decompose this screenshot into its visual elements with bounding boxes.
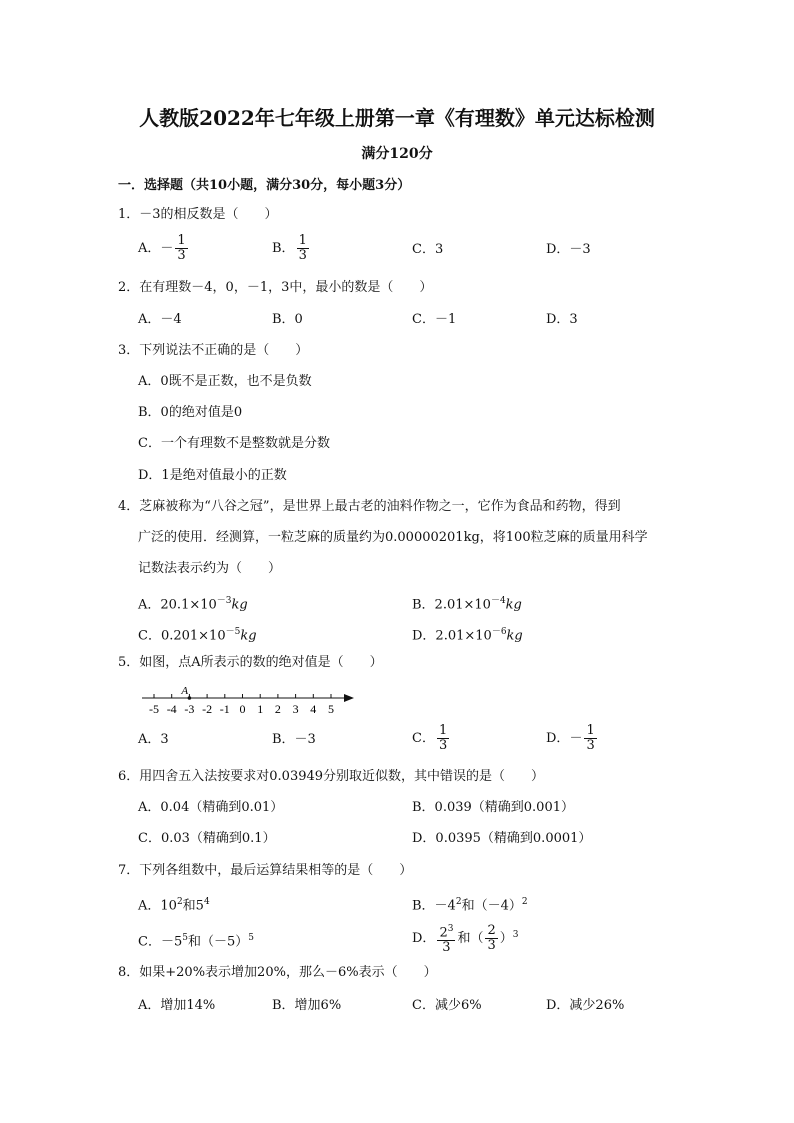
question-8-option-c: C．减少6%: [412, 998, 482, 1013]
minus-sign: －: [569, 730, 583, 746]
question-6-option-b: B．0.039（精确到0.001）: [412, 800, 574, 815]
question-2-option-b: B．0: [272, 312, 303, 327]
option-label: A．: [138, 241, 161, 256]
question-4-stem-line-3: 记数法表示约为（ ）: [138, 561, 282, 576]
full-score: 满分120分: [361, 146, 433, 162]
question-5-option-a: A．3: [138, 732, 169, 747]
exponent: 3: [512, 929, 519, 940]
option-label: D．: [546, 731, 570, 746]
option-text: 和（: [457, 931, 484, 947]
question-1-option-c: C．3: [412, 242, 444, 257]
question-6-option-d: D．0.0395（精确到0.0001）: [412, 831, 592, 846]
numerator: 1: [177, 233, 186, 248]
option-text: C．0.201×10: [138, 628, 226, 644]
number-line-tick-label: -5: [149, 702, 159, 716]
numerator: [437, 922, 455, 941]
option-text: A．10: [138, 898, 177, 914]
question-5-option-d: [546, 724, 599, 753]
question-7-option-a: [138, 894, 210, 914]
unit: kg: [231, 597, 248, 613]
number-line-tick-label: -1: [219, 702, 230, 716]
section-heading: 一．选择题（共10小题，满分30分，每小题3分）: [118, 178, 411, 193]
option-text: D．2.01×10: [412, 628, 492, 644]
numerator: 1: [298, 233, 307, 248]
question-4-option-b: [412, 593, 522, 613]
option-text: C．－5: [138, 934, 183, 950]
exponent: 3: [447, 924, 454, 934]
number-line-figure: [0, 680, 400, 720]
question-6-stem: 6．用四舍五入法按要求对0.03949分别取近似数，其中错误的是（ ）: [118, 769, 545, 784]
unit: kg: [240, 628, 257, 644]
question-6-option-c: C．0.03（精确到0.1）: [138, 831, 276, 846]
number-line-tick-label: 0: [239, 702, 246, 716]
document-title: 人教版2022年七年级上册第一章《有理数》单元达标检测: [139, 106, 655, 130]
exponent: －4: [490, 596, 506, 606]
question-1-option-d: D．－3: [546, 242, 591, 257]
point-a-label: A: [181, 685, 189, 697]
fraction: [584, 724, 596, 753]
fraction: [437, 724, 449, 753]
question-2-stem: 2．在有理数－4，0，－1，3中，最小的数是（ ）: [118, 280, 433, 295]
question-7-stem: 7．下列各组数中，最后运算结果相等的是（ ）: [118, 863, 413, 878]
exponent: －3: [216, 596, 232, 606]
question-2-option-d: D．3: [546, 312, 578, 327]
question-8-option-a: A．增加14%: [138, 998, 216, 1013]
unit: kg: [505, 597, 522, 613]
question-1-option-b: [272, 234, 311, 263]
option-text: 和（－5）: [187, 934, 249, 950]
number-line-tick-label: -4: [166, 702, 177, 716]
question-4-option-c: [138, 624, 257, 644]
exponent: 2: [176, 897, 183, 907]
arrow-head-icon: [344, 694, 354, 702]
numerator: 1: [438, 723, 448, 738]
question-4-option-a: [138, 593, 248, 613]
question-8-stem: 8．如果+20%表示增加20%，那么－6%表示（ ）: [118, 965, 437, 980]
denominator: 3: [438, 738, 448, 753]
denominator: 3: [298, 248, 307, 263]
number-line-tick-label: 5: [328, 702, 334, 716]
number-line-tick-label: 4: [310, 702, 317, 716]
numerator: 1: [586, 723, 595, 738]
question-3-option-b: B．0的绝对值是0: [138, 405, 243, 420]
question-7-option-d: [412, 922, 519, 955]
denominator: 3: [442, 940, 451, 956]
denominator: 3: [586, 738, 595, 753]
question-2-option-a: A．－4: [138, 312, 182, 327]
denominator: 3: [177, 248, 186, 263]
minus-sign: －: [160, 240, 174, 256]
question-1-option-a: [138, 234, 190, 263]
question-8-option-d: D．减少26%: [546, 998, 625, 1013]
option-text: B．－4: [412, 898, 456, 914]
fraction: [437, 922, 455, 955]
exponent: 2: [455, 897, 462, 907]
fraction: [175, 234, 187, 263]
question-3-option-d: D．1是绝对值最小的正数: [138, 468, 287, 483]
option-label: D．: [412, 931, 436, 947]
question-4-stem-line-1: 4．芝麻被称为“八谷之冠”，是世界上最古老的油料作物之一，它作为食品和药物，得到: [118, 499, 621, 514]
question-8-option-b: B．增加6%: [272, 998, 342, 1013]
exponent: －5: [225, 627, 241, 637]
question-2-option-c: C．－1: [412, 312, 457, 327]
question-1-stem: 1．－3的相反数是（ ）: [118, 207, 278, 222]
question-5-option-c: [412, 724, 451, 753]
unit: kg: [506, 628, 523, 644]
question-3-option-a: A．0既不是正数，也不是负数: [138, 374, 312, 389]
question-6-option-a: A．0.04（精确到0.01）: [138, 800, 284, 815]
number-line-tick-label: 3: [292, 702, 299, 716]
question-3-option-c: C．一个有理数不是整数就是分数: [138, 436, 330, 451]
number-line-tick-label: 2: [274, 702, 281, 716]
exponent: 2: [521, 897, 528, 907]
option-label: C．: [412, 731, 435, 746]
question-4-option-d: [412, 624, 523, 644]
exponent: 5: [248, 933, 254, 943]
denominator: 3: [487, 938, 496, 954]
question-4-stem-line-2: 广泛的使用．经测算，一粒芝麻的质量约为0.00000201kg，将100粒芝麻的质量用科学: [138, 530, 648, 545]
fraction: [297, 234, 309, 263]
exponent: 4: [203, 897, 210, 907]
option-text: A．20.1×10: [138, 597, 217, 613]
number-line-tick-label: -3: [184, 702, 195, 716]
question-5-option-b: B．－3: [272, 732, 316, 747]
question-3-stem: 3．下列说法不正确的是（ ）: [118, 343, 309, 358]
question-7-option-b: [412, 894, 528, 914]
fraction: [485, 924, 497, 953]
option-text: B．2.01×10: [412, 597, 491, 613]
option-text: 和（－4）: [461, 898, 522, 914]
number-line-tick-label: -2: [202, 702, 213, 716]
question-5-stem: 5．如图，点A所表示的数的绝对值是（ ）: [118, 655, 383, 670]
option-label: B．: [272, 241, 295, 256]
numerator-base: 2: [439, 925, 448, 941]
option-text: 和5: [182, 898, 204, 914]
exponent: 5: [182, 933, 188, 943]
exponent: －6: [491, 627, 507, 637]
number-line-tick-label: 1: [257, 702, 264, 716]
option-text: ）: [499, 931, 513, 947]
question-7-option-c: [138, 930, 254, 950]
numerator: 2: [487, 923, 496, 939]
